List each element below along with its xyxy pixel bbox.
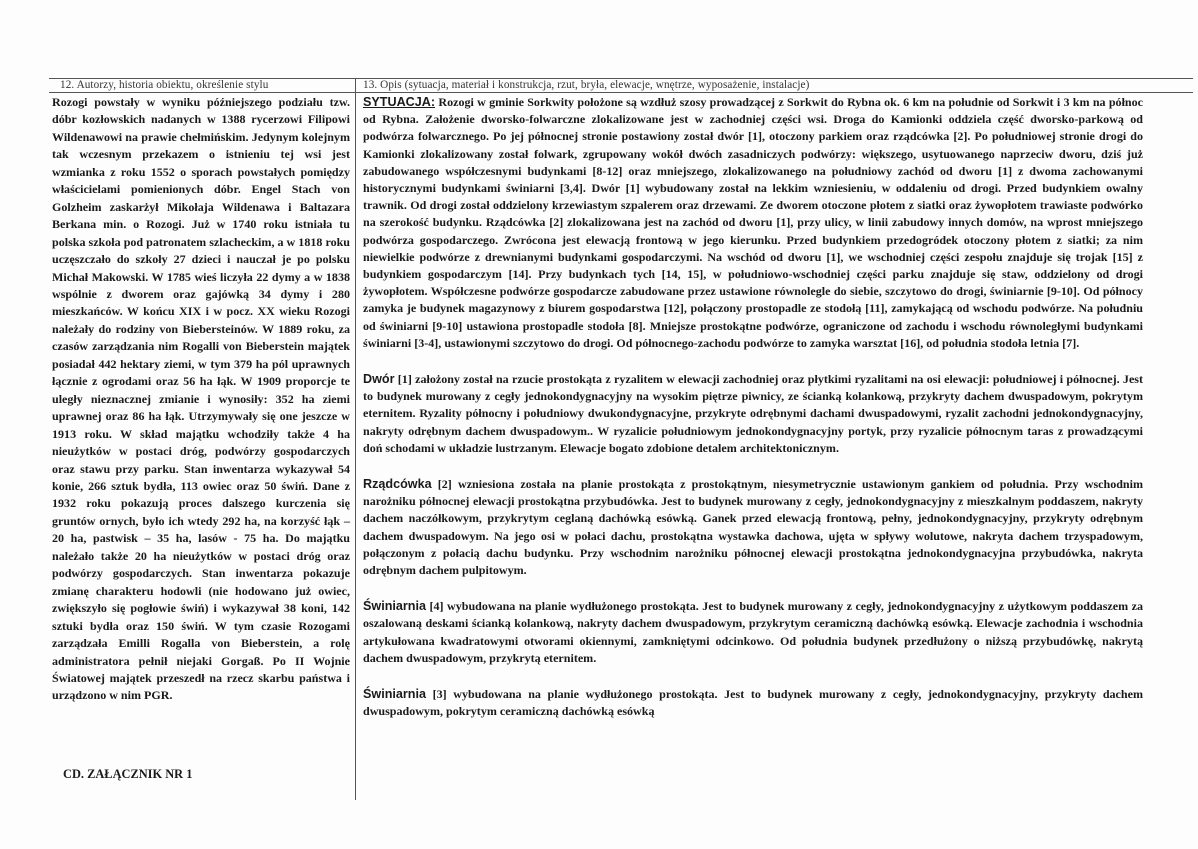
section-keyword: Rządcówka (363, 477, 432, 492)
section-manor (363, 371, 1143, 457)
section-keyword: Dwór (363, 372, 395, 387)
right-column-header: 13. Opis (sytuacja, materiał i konstrukcja, rzut, bryła, elewacje, wnętrze, wyposażenie, instalacje) (363, 79, 810, 91)
section-steward-house (363, 476, 1143, 579)
section-keyword: Świniarnia (363, 687, 426, 702)
history-text: Rozogi powstały w wyniku późniejszego podziału tzw. dóbr kozłowskich nadanych w 1388 rycerzowi Filipowi Wildenawowi na prawie chełmińskim. Jedynym kolejnym tak wczesnym przekazem o istnieniu tej wsi jest wzmianka z roku 1552 o sporach powstałych pomiędzy właścicielami pomienionych dóbr. Engel Stach von Golzheim zaskarżył Mikołaja Wildenawa i Baltazara Berkana min. o Rozogi. Już w 1740 roku istniała tu polska szkoła pod patronatem szlacheckim, a w 1818 roku uczęszczało do szkoły 27 dzieci i nauczał je po polsku Michał Makowski. W 1785 wieś liczyła 22 dymy a w 1838 wspólnie z dworem oraz gajówką 34 dymy i 280 mieszkańców. W końcu XIX i w pocz. XX wieku Rozogi należały do rodziny von Biebersteinów. W 1889 roku, za czasów zarządzania nim Rogalli von Bieberstein majątek posiadał 442 hektary ziemi, w tym 379 ha pól uprawnych łącznie z ogrodami oraz 56 ha łąk. W 1909 proporcje te uległy nieznacznej zmianie i wynosiły: 352 ha ziemi uprawnej oraz 86 ha łąk. Utrzymywały się one jeszcze w 1913 roku. W skład majątku wchodziły także 4 ha nieużytków w postaci dróg, podwórzy gospodarczych oraz stawu przy parku. Stan inwentarza wykazywał 54 konie, 266 sztuk bydła, 113 owiec oraz 50 świń. Dane z 1932 roku pokazują proces dalszego kurczenia się gruntów ornych, było ich wtedy 292 ha, na korzyść łąk – 20 ha, pastwisk – 35 ha, lasów - 75 ha. Do majątku należało także 20 ha nieużytków w postaci dróg oraz podwórzy gospodarczych. Stan inwentarza pokazuje zmianę charakteru hodowli (nie hodowano już owiec, zwiększyło się pogłowie świń) i wykazywał 38 koni, 142 sztuki bydła oraz 150 świń. W tym czasie Rozogami zarządzała Emilli Rogalla von Bieberstein, a rolę administratora pełnił niejaki Gorgaß. Po II Wojnie Światowej majątek przeszedł na rzecz skarbu państwa i urządzono w nim PGR. (52, 95, 350, 703)
table-header-border (49, 92, 1193, 93)
description-column (363, 94, 1143, 721)
section-piggery-4 (363, 598, 1143, 667)
section-text: Rozogi w gminie Sorkwity położone są wzdłuż szosy prowadzącej z Sorkwit do Rybna ok. 6 km na południe od Sorkwit i 3 km na północ od Rybna. Założenie dworsko-folwarczne zlokalizowane jest w zachodniej części wsi. Droga do Kamionki oddziela część dworsko-parkową od podwórza folwarcznego. Po jej północnej stronie postawiony został dwór [1], otoczony parkiem oraz rządcówka [2]. Po południowej stronie drogi do Kamionki zlokalizowany został folwark, zgrupowany wokół dwóch zasadniczych podwórzy: większego, usytuowanego naprzeciw dworu, dziś już zabudowanego współczesnymi budynkami [8-12] oraz mniejszego, zlokalizowanego na południowy zachód od dworu [1] z dwoma zachowanymi historycznymi budynkami świniarni [3,4]. Dwór [1] wybudowany został na lekkim wzniesieniu, w oddaleniu od drogi. Przed budynkiem owalny trawnik. Od drogi został oddzielony krzewiastym szpalerem oraz drzewami. Ze dworem otoczone płotem z siatki oraz żywopłotem trawiaste podwórko na szerokość budynku. Rządcówka [2] zlokalizowana jest na zachód od dworu [1], przy ulicy, w linii zabudowy innych domów, na wprost mniejszego podwórza gospodarczego. Zwrócona jest elewacją frontową w jego kierunku. Przed budynkiem przedogródek otoczony płotem z siatki; za nim niewielkie podwórze z drewnianymi budynkami gospodarczymi. Na wschód od dworu [1], we wschodniej części zespołu znajduje się trojak [15] z budynkiem gospodarczym [14]. Przy budynkach tych [14, 15], w południowo-wschodniej części parku znajduje się staw, oddzielony od drogi żywopłotem. Współczesne podwórze gospodarcze zabudowane przez ustawione równolegle do siebie, szczytowo do drogi, świniarnie [9-10]. Od północy zamyka je budynek magazynowy z biurem gospodarstwa [12], połączony prostopadle ze stodołą [11], zamykającą od wschodu podwórze. Na południu od świniarni [9-10] ustawiona prostopadle stodoła [8]. Mniejsze prostokątne podwórze, ograniczone od zachodu i wschodu równoległymi budynkami świniarni [3-4], ustawionymi szczytowo do drogi. Od północnego-zachodu podwórze to zamyka warsztat [16], od południa stodoła letnia [7]. (363, 95, 1143, 350)
section-text: [1] założony został na rzucie prostokąta z ryzalitem w elewacji zachodniej oraz płytkimi ryzalitami na osi elewacji: południowej i północnej. Jest to budynek murowany z cegły jednokondygnacyjny na wysokim piętrze piwnicy, ze ścianką kolankową, przykryty dachem dwuspadowym, pokrytym eternitem. Ryzality północny i południowy dwukondygnacyjne, przykryte odrębnymi dachami dwuspadowymi, ryzalit zachodni jednokondygnacyjny, nakryty odrębnym dachem dwuspadowym.. W ryzalicie południowym jednokondygnacyjny portyk, przy ryzalicie północnym taras z prowadzącymi doń schodami w układzie lustrzanym. Elewacje bogato zdobione detalem architektonicznym. (363, 372, 1143, 455)
history-column (52, 94, 350, 705)
left-column-header: 12. Autorzy, historia obiektu, określenie stylu (60, 79, 269, 91)
section-text: [4] wybudowana na planie wydłużonego prostokąta. Jest to budynek murowany z cegły, jednokondygnacyjny z użytkowym poddaszem za oszalowaną deskami ścianką kolankową, nakryty dachem dwuspadowym, przykrytym ceramiczną dachówką esówką. Elewacje zachodnia i wschodnia artykułowana kwadratowymi otworami okiennymi, zamkniętymi odcinkowo. Od południa budynek przedłużony o niższą przybudówkę, nakrytą dachem dwuspadowym, przykrytą eternitem. (363, 599, 1143, 665)
section-keyword: Świniarnia (363, 599, 426, 614)
section-keyword: SYTUACJA: (363, 95, 436, 109)
column-divider (355, 78, 356, 800)
section-situation (363, 94, 1143, 352)
appendix-note: CD. ZAŁĄCZNIK NR 1 (63, 767, 193, 781)
section-piggery-3 (363, 686, 1143, 720)
section-text: [3] wybudowana na planie wydłużonego prostokąta. Jest to budynek murowany z cegły, jednokondygnacyjny, przykryty dachem dwuspadowym, pokrytym ceramiczną dachówką esówką (363, 687, 1143, 719)
section-text: [2] wzniesiona została na planie prostokąta z prostokątnym, niesymetrycznie ustawionym gankiem od południa. Przy wschodnim narożniku północnej elewacji prostokątna przybudówka. Jest to budynek murowany z cegły, jednokondygnacyjny z mieszkalnym poddaszem, nakryty dachem naczółkowym, przykrytym ceglaną dachówką esówką. Ganek przed elewacją frontową, pełny, jednokondygnacyjny, przykryty odrębnym dachem dwuspadowym. Na jego osi w połaci dachu, prostokątna wystawka dachowa, ujęta w spływy wolutowe, nakryta dachem trzyspadowym, połączonym z połacią dachu budynku. Przy wschodnim narożniku północnej elewacji prostokątna jednokondygnacyjna przybudówka, nakryta odrębnym dachem pulpitowym. (363, 477, 1143, 578)
